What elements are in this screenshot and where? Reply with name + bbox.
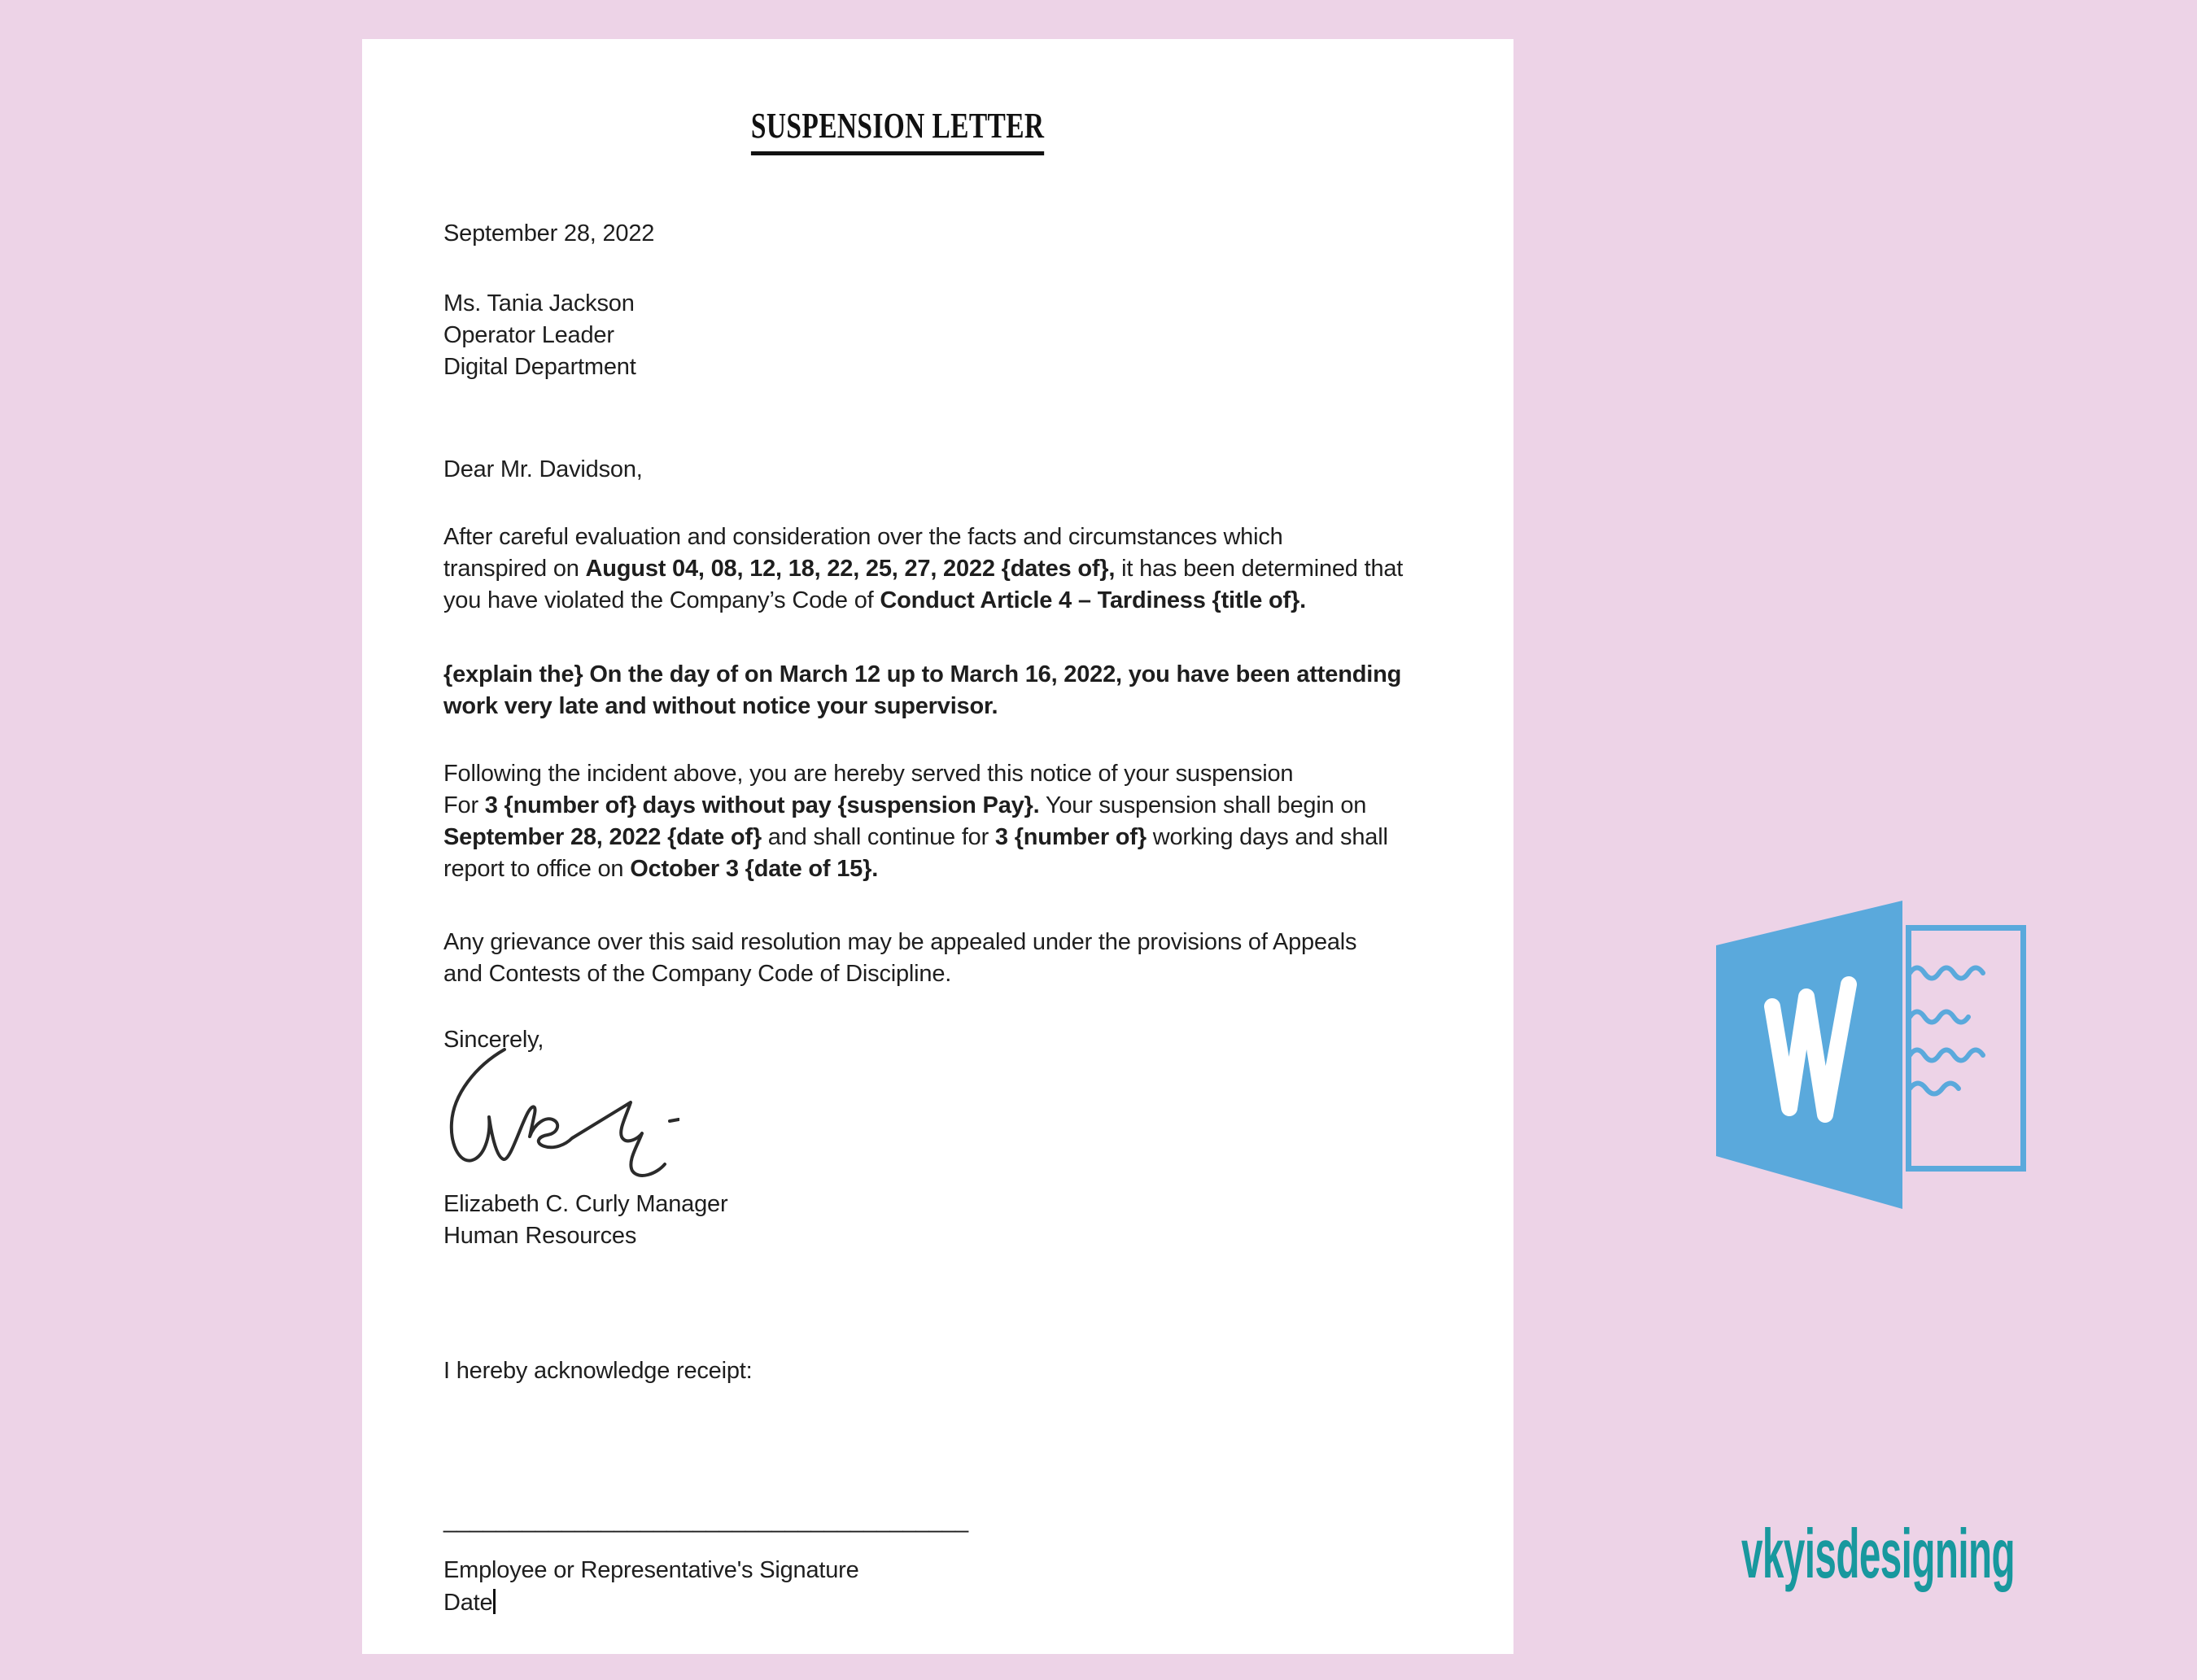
- closing: Sincerely,: [443, 1027, 544, 1053]
- word-logo-page-outline: [1909, 928, 2024, 1169]
- letter-date: September 28, 2022: [443, 220, 655, 247]
- letter-title-wrap: [322, 106, 1474, 155]
- letter-line: [443, 853, 1388, 885]
- text-run: After careful evaluation and consideration over the facts and circumstances which: [443, 524, 1283, 550]
- signer-block: [443, 1189, 727, 1252]
- text-run: it has been determined that: [1115, 556, 1404, 582]
- text-run: you have violated the Company’s Code of: [443, 587, 880, 613]
- text-run-bold: 3 {number of}: [994, 824, 1147, 850]
- text-run: For: [443, 792, 485, 818]
- letter-line: [443, 659, 1401, 691]
- word-logo-icon: [1709, 887, 2034, 1220]
- brand-name: vkyisdesigning: [1741, 1516, 2016, 1593]
- letter-title: SUSPENSION LETTER: [751, 106, 1044, 155]
- text-run: Any grievance over this said resolution may be appealed under the provisions of Appeals: [443, 929, 1357, 955]
- text-run-bold: Conduct Article 4 – Tardiness {title of}.: [880, 587, 1306, 613]
- date-label-line: [443, 1586, 859, 1619]
- letter-line: [443, 927, 1356, 958]
- text-run: Your suspension shall begin on: [1039, 792, 1367, 818]
- date-label: Date: [443, 1590, 493, 1616]
- signer-name: Elizabeth C. Curly Manager: [443, 1191, 728, 1217]
- letter-line: [443, 822, 1388, 853]
- letter-line: [443, 521, 1403, 553]
- acknowledgement: I hereby acknowledge receipt:: [443, 1358, 753, 1384]
- letter-line: [443, 585, 1403, 617]
- text-caret: [493, 1589, 496, 1614]
- text-run: Following the incident above, you are hereby served this notice of your suspension: [443, 761, 1294, 787]
- letter-line: [443, 758, 1388, 790]
- text-run: transpired on: [443, 556, 586, 582]
- letter-line: [443, 691, 1401, 722]
- text-run: working days and shall: [1146, 824, 1388, 850]
- handwritten-signature: [443, 1045, 679, 1184]
- word-logo-squiggle-lines: [1910, 968, 1983, 1094]
- text-run-bold: 3 {number of} days without pay {suspension Pay}.: [484, 792, 1040, 818]
- signature-rule-line: ________________________________________: [443, 1508, 969, 1534]
- text-run-bold: {explain the} On the day of on March 12 up to March 16, 2022, you have been attending: [443, 661, 1402, 687]
- recipient-name: Ms. Tania Jackson: [443, 290, 635, 316]
- recipient-block: [443, 288, 636, 383]
- letter-line: [443, 958, 1356, 990]
- text-run-bold: September 28, 2022 {date of}: [443, 824, 762, 850]
- paragraph-3: [443, 758, 1388, 885]
- text-run-bold: August 04, 08, 12, 18, 22, 25, 27, 2022 {dates of},: [585, 556, 1116, 582]
- letter-line: [443, 553, 1403, 585]
- text-run-bold: work very late and without notice your supervisor.: [443, 693, 998, 719]
- signer-title: Human Resources: [443, 1223, 637, 1249]
- recipient-department: Digital Department: [443, 354, 636, 380]
- text-run: and shall continue for: [761, 824, 995, 850]
- signature-labels: [443, 1554, 859, 1619]
- paragraph-1: [443, 521, 1403, 617]
- salutation: Dear Mr. Davidson,: [443, 456, 643, 482]
- letter-page: [362, 39, 1513, 1654]
- signature-label: Employee or Representative's Signature: [443, 1557, 859, 1583]
- paragraph-4: [443, 927, 1356, 990]
- text-run: and Contests of the Company Code of Discipline.: [443, 961, 952, 987]
- paragraph-2: [443, 659, 1401, 722]
- text-run-bold: October 3 {date of 15}.: [630, 856, 879, 882]
- letter-line: [443, 790, 1388, 822]
- text-run: report to office on: [443, 856, 631, 882]
- recipient-role: Operator Leader: [443, 322, 614, 348]
